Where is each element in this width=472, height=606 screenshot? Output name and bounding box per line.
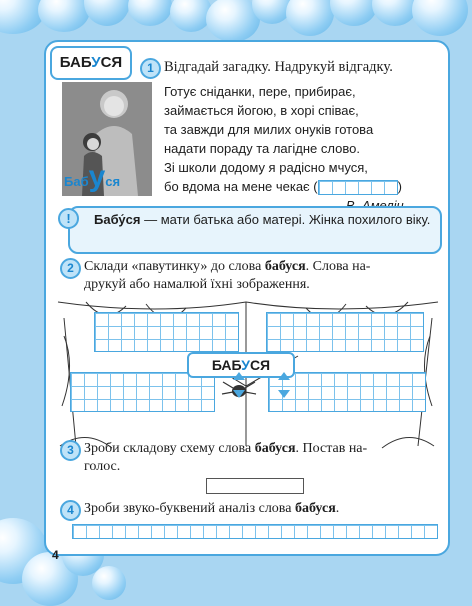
task-3-number: 3 xyxy=(60,440,81,461)
riddle-text: Готує сніданки, пере, прибирає, займається йогою, в хорі співає, та завжди для милих онуків готова надати пораду та лагідне слово. Зі школи додому я радісно мчуся, бо вдома на мене чекає ( ) xyxy=(164,84,402,194)
bubble-decoration xyxy=(38,0,90,32)
definition-text: Бабу́ся — мати батька або матері. Жінка похилого віку. xyxy=(94,212,431,227)
web-word-cells[interactable] xyxy=(94,312,239,352)
task-3-text: Зроби складову схему слова бабуся. Постав на- голос. xyxy=(84,441,368,474)
bubble-decoration xyxy=(286,0,334,36)
page-number: 4 xyxy=(52,548,59,562)
answer-letter-cells[interactable] xyxy=(318,180,398,195)
arrow-icon xyxy=(278,372,290,398)
bubble-decoration xyxy=(128,0,172,26)
task-1-instruction: Відгадай загадку. Надрукуй відгадку. xyxy=(164,59,393,75)
task-2-number: 2 xyxy=(60,258,81,279)
definition-box xyxy=(68,206,442,254)
bubble-decoration xyxy=(412,0,468,36)
topic-label: БАБУСЯ xyxy=(50,46,132,80)
worksheet-page xyxy=(44,40,450,556)
task-4-text: Зроби звуко-буквений аналіз слова бабуся. xyxy=(84,501,340,516)
bubble-decoration xyxy=(92,566,126,600)
task-2-text: Склади «павутинку» до слова бабуся. Слова на- друкуй або намалюй їхні зображення. xyxy=(84,259,371,292)
sound-letter-cells[interactable] xyxy=(72,524,438,539)
syllable-scheme-box[interactable] xyxy=(206,478,304,494)
image-caption: Бабуся xyxy=(64,160,121,193)
grandmother-illustration xyxy=(62,82,152,196)
task-1-number: 1 xyxy=(140,58,161,79)
web-word-cells[interactable] xyxy=(266,312,424,352)
web-center-word: БАБУСЯ xyxy=(187,352,295,378)
web-word-cells[interactable] xyxy=(268,372,426,412)
bubble-decoration xyxy=(84,0,130,26)
task-4-number: 4 xyxy=(60,500,81,521)
info-exclamation-icon: ! xyxy=(58,208,79,229)
bubble-decoration xyxy=(330,0,378,26)
web-word-cells[interactable] xyxy=(70,372,215,412)
bubble-decoration xyxy=(372,0,418,26)
arrow-icon xyxy=(233,372,245,398)
